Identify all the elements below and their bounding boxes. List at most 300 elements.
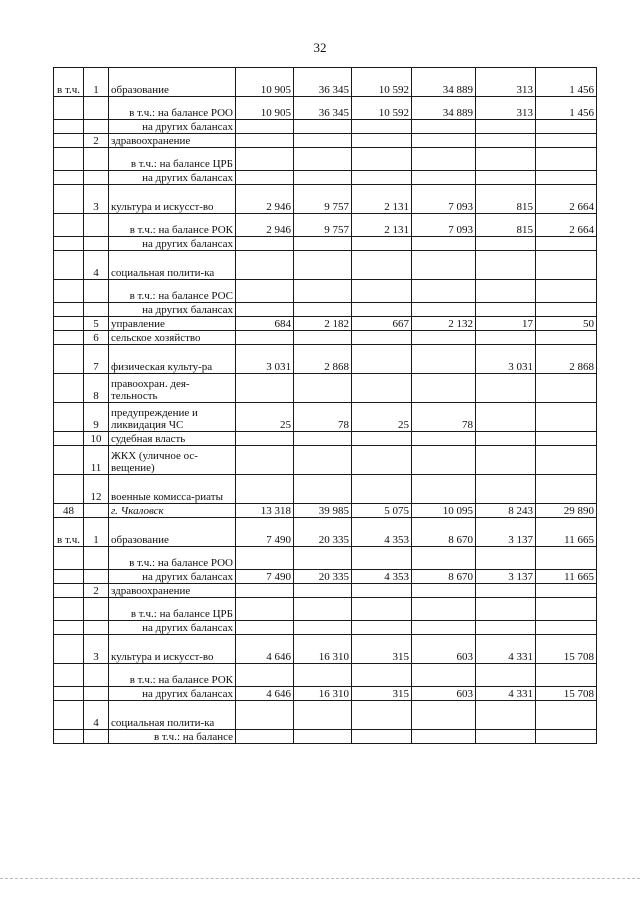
value-cell [476,134,536,148]
value-cell [412,134,476,148]
table-row [54,251,597,280]
value-cell [352,251,412,280]
row-number-cell: 10 [84,432,109,446]
row-group-cell [54,280,84,303]
row-name-cell: на других балансах [109,621,236,635]
value-cell: 4 353 [352,518,412,547]
value-cell [236,171,294,185]
value-cell [294,134,352,148]
row-number-cell [84,547,109,570]
value-cell [294,251,352,280]
value-cell [412,621,476,635]
value-cell [294,621,352,635]
value-cell [294,664,352,687]
value-cell [236,621,294,635]
value-cell [352,621,412,635]
value-cell [236,598,294,621]
value-cell: 4 646 [236,635,294,664]
row-group-cell [54,303,84,317]
value-cell [476,251,536,280]
value-cell [352,374,412,403]
table-row [54,570,597,584]
value-cell [412,345,476,374]
value-cell [476,664,536,687]
value-cell: 3 031 [236,345,294,374]
row-number-cell [84,664,109,687]
value-cell: 8 670 [412,518,476,547]
value-cell [412,120,476,134]
value-cell [412,547,476,570]
table-row [54,730,597,744]
row-group-cell [54,446,84,475]
value-cell: 9 757 [294,185,352,214]
table-row [54,446,597,475]
row-group-cell [54,251,84,280]
row-group-cell [54,687,84,701]
value-cell: 313 [476,68,536,97]
table-row [54,171,597,185]
value-cell: 1 456 [536,97,597,120]
table-row [54,185,597,214]
value-cell [352,584,412,598]
value-cell: 3 137 [476,570,536,584]
row-name-cell: здравоохранение [109,134,236,148]
value-cell: 8 670 [412,570,476,584]
row-name-cell: в т.ч.: на балансе РОО [109,97,236,120]
row-group-cell [54,570,84,584]
value-cell [352,547,412,570]
row-group-cell [54,403,84,432]
value-cell: 10 592 [352,68,412,97]
value-cell [536,403,597,432]
value-cell [236,303,294,317]
value-cell [412,237,476,251]
value-cell: 29 890 [536,504,597,518]
value-cell: 15 708 [536,635,597,664]
value-cell [536,432,597,446]
table-row [54,475,597,504]
row-name-cell: социальная полити-ка [109,701,236,730]
value-cell [476,621,536,635]
row-group-cell [54,664,84,687]
row-group-cell [54,584,84,598]
row-group-cell [54,148,84,171]
row-number-cell [84,171,109,185]
footer-divider [0,878,640,879]
value-cell: 34 889 [412,68,476,97]
value-cell [236,120,294,134]
row-number-cell [84,280,109,303]
row-name-cell: в т.ч.: на балансе ЦРБ [109,148,236,171]
value-cell [536,331,597,345]
value-cell: 25 [352,403,412,432]
value-cell [476,171,536,185]
value-cell [536,280,597,303]
value-cell [294,701,352,730]
value-cell [352,446,412,475]
table-row [54,504,597,518]
value-cell [536,598,597,621]
value-cell: 78 [294,403,352,432]
row-name-cell: культура и искусст-во [109,185,236,214]
value-cell: 16 310 [294,687,352,701]
value-cell: 7 093 [412,214,476,237]
row-name-cell: в т.ч.: на балансе РОО [109,547,236,570]
row-name-cell: судебная власть [109,432,236,446]
value-cell: 667 [352,317,412,331]
value-cell [476,584,536,598]
value-cell [236,432,294,446]
value-cell [352,303,412,317]
value-cell [236,280,294,303]
value-cell: 4 646 [236,687,294,701]
value-cell [536,730,597,744]
value-cell [236,134,294,148]
row-number-cell: 9 [84,403,109,432]
row-name-cell: в т.ч.: на балансе РОС [109,280,236,303]
value-cell [236,251,294,280]
value-cell: 7 093 [412,185,476,214]
value-cell: 10 095 [412,504,476,518]
value-cell [412,475,476,504]
value-cell [236,374,294,403]
value-cell: 17 [476,317,536,331]
value-cell: 2 131 [352,185,412,214]
row-name-cell: на других балансах [109,171,236,185]
table-row [54,664,597,687]
value-cell [536,446,597,475]
value-cell [476,730,536,744]
value-cell: 815 [476,214,536,237]
value-cell: 10 905 [236,68,294,97]
value-cell [536,621,597,635]
value-cell [536,701,597,730]
value-cell [476,280,536,303]
value-cell [352,120,412,134]
value-cell: 315 [352,687,412,701]
row-group-cell [54,374,84,403]
value-cell [236,584,294,598]
value-cell [294,120,352,134]
value-cell [294,148,352,171]
value-cell [412,331,476,345]
value-cell: 78 [412,403,476,432]
value-cell: 684 [236,317,294,331]
value-cell [536,664,597,687]
value-cell: 4 331 [476,635,536,664]
value-cell [352,598,412,621]
row-name-cell: управление [109,317,236,331]
row-group-cell [54,345,84,374]
value-cell: 2 946 [236,214,294,237]
value-cell [294,584,352,598]
row-number-cell: 1 [84,518,109,547]
value-cell: 7 490 [236,570,294,584]
value-cell [412,171,476,185]
table-row [54,518,597,547]
table-row [54,687,597,701]
row-number-cell: 6 [84,331,109,345]
value-cell [236,148,294,171]
value-cell [352,280,412,303]
table-row [54,214,597,237]
value-cell: 9 757 [294,214,352,237]
value-cell [476,475,536,504]
table-row [54,97,597,120]
row-name-cell: физическая культу-ра [109,345,236,374]
value-cell [294,237,352,251]
value-cell: 13 318 [236,504,294,518]
value-cell: 315 [352,635,412,664]
page-number: 32 [313,40,327,55]
value-cell [536,251,597,280]
table-row [54,237,597,251]
row-number-cell: 11 [84,446,109,475]
row-group-cell [54,120,84,134]
value-cell [352,664,412,687]
table-row [54,584,597,598]
table-row [54,134,597,148]
row-group-cell [54,621,84,635]
table-row [54,374,597,403]
row-name-cell: г. Чкаловск [109,504,236,518]
row-name-cell: в т.ч.: на балансе [109,730,236,744]
value-cell [294,171,352,185]
value-cell: 39 985 [294,504,352,518]
row-name-cell: на других балансах [109,570,236,584]
value-cell [536,547,597,570]
value-cell: 20 335 [294,518,352,547]
value-cell [412,730,476,744]
value-cell [352,171,412,185]
value-cell: 2 868 [294,345,352,374]
value-cell [476,446,536,475]
value-cell [236,475,294,504]
row-group-cell: в т.ч. [54,68,84,97]
value-cell: 3 031 [476,345,536,374]
row-number-cell: 7 [84,345,109,374]
row-number-cell: 4 [84,701,109,730]
value-cell [294,303,352,317]
value-cell [294,598,352,621]
table-row [54,432,597,446]
value-cell [352,730,412,744]
value-cell: 2 946 [236,185,294,214]
row-name-cell: военные комисса-риаты [109,475,236,504]
value-cell [476,403,536,432]
row-group-cell [54,134,84,148]
row-number-cell [84,120,109,134]
value-cell: 2 131 [352,214,412,237]
value-cell: 36 345 [294,68,352,97]
table-row [54,120,597,134]
value-cell [412,374,476,403]
row-name-cell: правоохран. дея-тельность [109,374,236,403]
value-cell [412,598,476,621]
row-name-cell: в т.ч.: на балансе ЦРБ [109,598,236,621]
row-group-cell: 48 [54,504,84,518]
value-cell [536,120,597,134]
row-number-cell: 2 [84,134,109,148]
value-cell [352,237,412,251]
table-row [54,345,597,374]
value-cell [536,148,597,171]
value-cell: 3 137 [476,518,536,547]
row-number-cell [84,237,109,251]
value-cell [236,730,294,744]
value-cell [294,331,352,345]
row-group-cell [54,475,84,504]
row-number-cell: 8 [84,374,109,403]
value-cell [412,280,476,303]
row-group-cell [54,331,84,345]
row-group-cell [54,701,84,730]
row-group-cell [54,237,84,251]
value-cell: 2 664 [536,214,597,237]
value-cell: 2 132 [412,317,476,331]
table-row [54,621,597,635]
row-number-cell [84,97,109,120]
row-name-cell: образование [109,518,236,547]
value-cell [236,446,294,475]
row-name-cell: на других балансах [109,687,236,701]
value-cell: 25 [236,403,294,432]
value-cell: 603 [412,687,476,701]
value-cell [536,303,597,317]
value-cell [412,303,476,317]
table-row [54,68,597,97]
value-cell: 10 905 [236,97,294,120]
value-cell: 50 [536,317,597,331]
value-cell [352,345,412,374]
value-cell [294,446,352,475]
value-cell [236,237,294,251]
value-cell [412,148,476,171]
row-name-cell: в т.ч.: на балансе РОК [109,214,236,237]
row-name-cell: в т.ч.: на балансе РОК [109,664,236,687]
table-row [54,331,597,345]
value-cell [352,134,412,148]
value-cell [476,374,536,403]
value-cell [536,134,597,148]
value-cell [476,547,536,570]
value-cell [476,701,536,730]
value-cell [236,701,294,730]
row-name-cell: культура и искусст-во [109,635,236,664]
value-cell [294,547,352,570]
table-row [54,701,597,730]
row-name-cell: на других балансах [109,120,236,134]
value-cell [536,171,597,185]
value-cell: 11 665 [536,518,597,547]
value-cell: 16 310 [294,635,352,664]
row-number-cell: 4 [84,251,109,280]
row-group-cell [54,730,84,744]
value-cell [476,237,536,251]
value-cell [352,432,412,446]
value-cell [412,432,476,446]
table-row [54,303,597,317]
table-row [54,317,597,331]
value-cell: 2 868 [536,345,597,374]
value-cell [476,432,536,446]
value-cell [476,598,536,621]
row-name-cell: здравоохранение [109,584,236,598]
value-cell [236,331,294,345]
value-cell: 20 335 [294,570,352,584]
value-cell: 8 243 [476,504,536,518]
value-cell [536,584,597,598]
row-group-cell [54,214,84,237]
value-cell [476,148,536,171]
value-cell: 4 331 [476,687,536,701]
row-number-cell: 3 [84,185,109,214]
row-group-cell [54,185,84,214]
value-cell [294,730,352,744]
row-group-cell: в т.ч. [54,518,84,547]
row-group-cell [54,171,84,185]
row-name-cell: ЖКХ (уличное ос-вещение) [109,446,236,475]
table-row [54,547,597,570]
row-number-cell [84,621,109,635]
value-cell: 603 [412,635,476,664]
table-row [54,635,597,664]
value-cell: 11 665 [536,570,597,584]
value-cell [412,584,476,598]
value-cell: 815 [476,185,536,214]
row-name-cell: предупреждение и ликвидация ЧС [109,403,236,432]
row-number-cell [84,148,109,171]
value-cell [536,374,597,403]
value-cell [352,701,412,730]
value-cell [294,475,352,504]
table-row [54,148,597,171]
table-row [54,280,597,303]
value-cell [412,664,476,687]
row-number-cell: 5 [84,317,109,331]
value-cell [476,331,536,345]
value-cell: 10 592 [352,97,412,120]
value-cell [294,432,352,446]
row-number-cell [84,504,109,518]
row-number-cell [84,303,109,317]
row-number-cell [84,214,109,237]
row-group-cell [54,432,84,446]
budget-table [53,67,597,744]
row-name-cell: образование [109,68,236,97]
value-cell [476,303,536,317]
value-cell [294,280,352,303]
value-cell [476,120,536,134]
row-name-cell: сельское хозяйство [109,331,236,345]
row-group-cell [54,547,84,570]
value-cell [412,446,476,475]
row-number-cell [84,598,109,621]
row-name-cell: на других балансах [109,237,236,251]
value-cell: 34 889 [412,97,476,120]
row-number-cell [84,570,109,584]
row-number-cell: 12 [84,475,109,504]
value-cell [294,374,352,403]
row-number-cell [84,687,109,701]
row-name-cell: на других балансах [109,303,236,317]
value-cell: 5 075 [352,504,412,518]
value-cell: 2 182 [294,317,352,331]
table-row [54,598,597,621]
value-cell [236,547,294,570]
value-cell: 36 345 [294,97,352,120]
table-body [54,68,597,744]
